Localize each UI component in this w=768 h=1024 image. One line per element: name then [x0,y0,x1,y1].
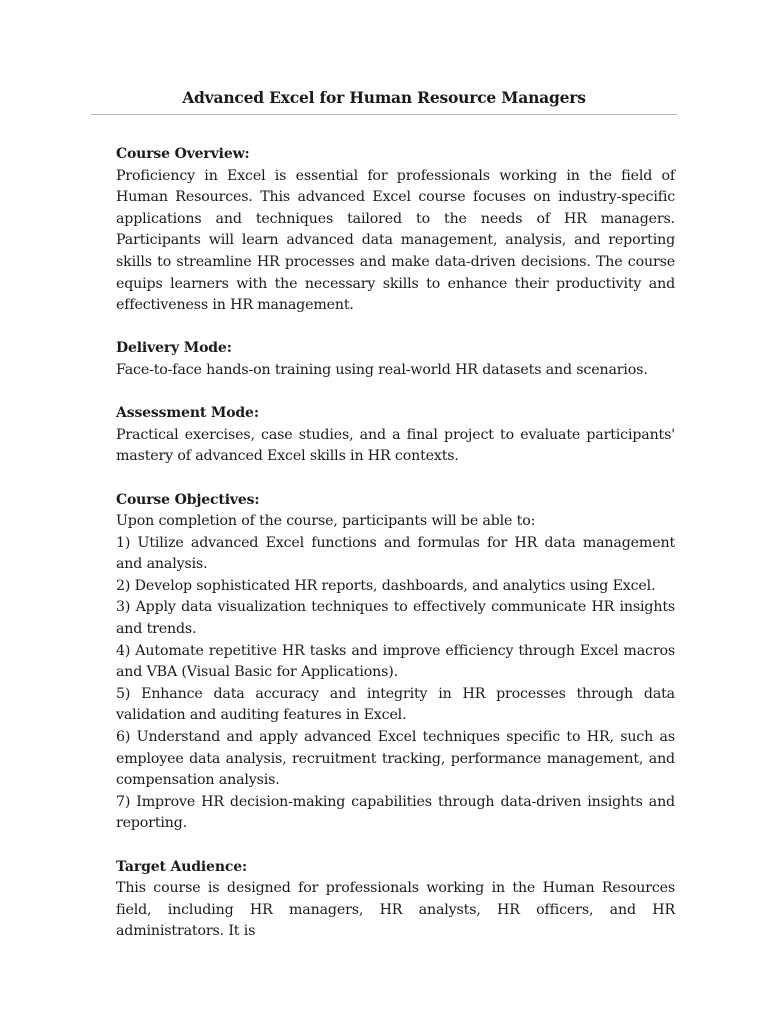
section-heading: Course Objectives: [116,491,260,508]
list-item: 5) Enhance data accuracy and integrity in HR processes through data validation and auditing features in Excel. [116,685,675,724]
section-course-objectives [116,490,675,836]
section-heading: Assessment Mode: [116,405,259,422]
list-item: 1) Utilize advanced Excel functions and formulas for HR data management and analysis. [116,534,675,573]
list-item: 2) Develop sophisticated HR reports, dashboards, and analytics using Excel. [116,577,656,594]
document-body [116,144,675,965]
objectives-list [116,533,675,835]
section-course-overview [116,144,675,317]
objectives-intro: Upon completion of the course, participants will be able to: [116,513,536,530]
section-heading: Course Overview: [116,146,250,162]
section-text: Practical exercises, case studies, and a final project to evaluate participants' mastery of advanced Excel skills in HR contexts. [116,426,675,465]
title-divider [91,114,677,115]
list-item: 6) Understand and apply advanced Excel techniques specific to HR, such as employee data analysis, recruitment tracking, performance management, and compensation analysis. [116,729,675,789]
section-text: Proficiency in Excel is essential for professionals working in the field of Human Resources. This advanced Excel course focuses on industry-specific applications and techniques tailored to the needs of HR managers. Participants will learn advanced data management, analysis, and reporting skills to streamline HR processes and make data-driven decisions. The course equips learners with the necessary skills to enhance their productivity and effectiveness in HR management. [116,167,675,314]
section-delivery-mode [116,338,675,381]
section-assessment-mode [116,403,675,468]
section-heading: Target Audience: [116,858,247,875]
document-title: Advanced Excel for Human Resource Managers [182,88,586,107]
list-item: 3) Apply data visualization techniques to effectively communicate HR insights and trends. [116,599,675,638]
section-heading: Delivery Mode: [116,340,232,357]
list-item: 4) Automate repetitive HR tasks and improve efficiency through Excel macros and VBA (Visual Basic for Applications). [116,642,675,681]
section-text: Face-to-face hands-on training using real-world HR datasets and scenarios. [116,361,648,378]
section-target-audience [116,857,675,943]
list-item: 7) Improve HR decision-making capabilities through data-driven insights and reporting. [116,793,675,832]
section-text: This course is designed for professionals working in the Human Resources field, including HR managers, HR analysts, HR officers, and HR administrators. It is [116,880,675,940]
